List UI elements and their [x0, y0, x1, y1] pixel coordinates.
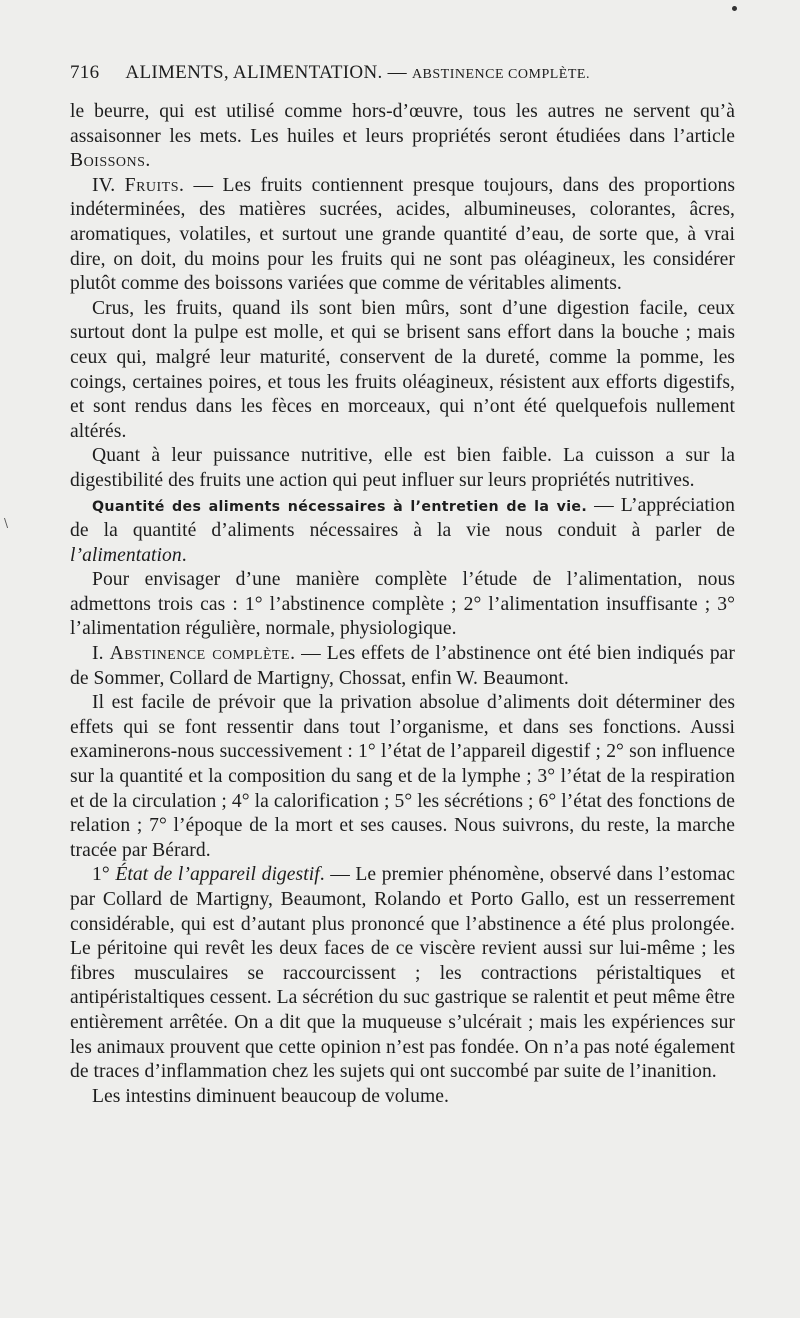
- paragraph-butter: le beurre, qui est utilisé comme hors-d’œuvre, tous les autres ne servent qu’à assaisonner les mets. Les huiles et leurs propriétés seront étudiées dans l’article Boissons.: [70, 101, 735, 172]
- paragraph-digestive-state: 1° État de l’appareil digestif. — Le premier phénomène, observé dans l’estomac par Collard de Martigny, Beaumont, Rolando et Porto Gallo, est un resserrement considérable, qui est d’autant plus prononcé que l’abstinence a été plus prolongée. Le péritoine qui revêt les deux faces de ce viscère revient aussi sur lui-même ; les fibres musculaires se raccourcissent ; les contractions péristaltiques et antipéristaltiques cessent. La sécrétion du suc gastrique se ralentit et peut même être entièrement arrêtée. On a dit que la muqueuse s’ulcérait ; mais les expériences sur les animaux prouvent que cette opinion n’est pas fondée. On n’a pas noté également de traces d’inflammation chez les sujets qui ont succombé par suite de l’inanition.: [70, 864, 736, 1083]
- paragraph-three-cases: Pour envisager d’une manière complète l’étude de l’alimentation, nous admettons trois cas : 1° l’abstinence complète ; 2° l’alimentation insuffisante ; 3° l’alimentation régulière, normale, physiologique.: [70, 569, 735, 640]
- running-title: ALIMENTS, ALIMENTATION. —: [125, 62, 407, 83]
- paragraph-privation: Il est facile de prévoir que la privation absolue d’aliments doit déterminer des effets qui se font ressentir dans tout l’organisme, et dans ses fonctions. Aussi examinerons-nous successivement : 1° l’état de l’appareil digestif ; 2° son influence sur la quantité et la composition du sang et de la lymphe ; 3° l’état de la respiration et de la circulation ; 4° la calorification ; 5° les sécrétions ; 6° l’état des fonctions de relation ; 7° l’époque de la mort et ses causes. Nous suivrons, du reste, la marche tracée par Bérard.: [70, 692, 735, 861]
- paragraph-abstinence: I. Abstinence complète. — Les effets de l’abstinence ont été bien indiqués par de Sommer, Collard de Martigny, Chossat, enfin W. Beaumont.: [70, 643, 735, 689]
- paragraph-quantity: Quantité des aliments nécessaires à l’entretien de la vie. — L’appréciation de la quantité d’aliments nécessaires à la vie nous conduit à parler de l’alimentation.: [70, 494, 735, 566]
- running-section: ABSTINENCE COMPLÈTE.: [411, 67, 590, 82]
- page-number: 716: [70, 62, 100, 83]
- paragraph-fruits: IV. Fruits. — Les fruits contiennent presque toujours, dans des proportions indéterminées, des matières sucrées, acides, albumineuses, colorantes, âcres, aromatiques, volatiles, et surtout une grande quantité d’eau, de sorte que, à vrai dire, on doit, du moins pour les fruits qui ne sont pas oléagineux, les considérer plutôt comme des boissons variées que comme de véritables aliments.: [70, 174, 735, 295]
- ink-spot: [732, 6, 737, 11]
- page-body: [70, 100, 735, 1109]
- section-heading: Quantité des aliments nécessaires à l’entretien de la vie.: [92, 498, 588, 515]
- paragraph-nutritive-power: Quant à leur puissance nutritive, elle est bien faible. La cuisson a sur la digestibilité des fruits une action qui peut influer sur leurs propriétés nutritives.: [70, 445, 735, 491]
- running-header: [70, 62, 735, 84]
- margin-mark: \: [4, 516, 9, 530]
- paragraph-intestines: Les intestins diminuent beaucoup de volume.: [92, 1085, 449, 1107]
- paragraph-raw-fruits: Crus, les fruits, quand ils sont bien mûrs, sont d’une digestion facile, ceux surtout dont la pulpe est molle, et qui se brisent sans effort dans la bouche ; mais ceux qui, malgré leur maturité, conservent de la dureté, comme la pomme, les coings, certaines poires, et tous les fruits oléagineux, résistent aux efforts digestifs, et sont rendus dans les fèces en morceaux, qui n’ont été quelquefois nullement altérés.: [70, 297, 735, 442]
